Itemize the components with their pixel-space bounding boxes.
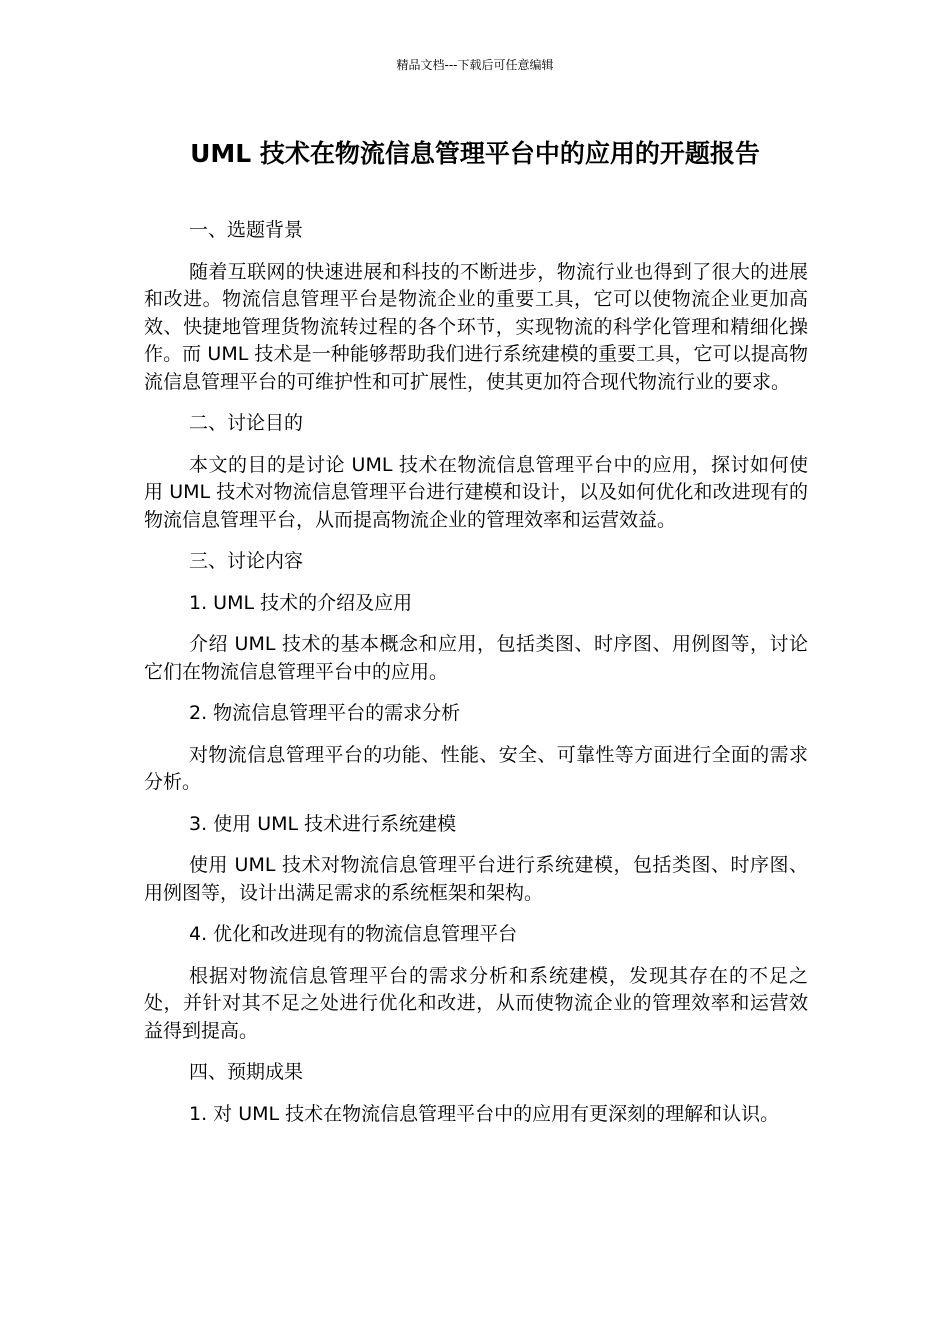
document-title: UML 技术在物流信息管理平台中的应用的开题报告 [190, 139, 760, 168]
document-body [144, 217, 808, 1142]
header-note: 精品文档---下载后可任意编辑 [396, 58, 554, 72]
subheading-uml-intro: 1. UML 技术的介绍及应用 [189, 591, 413, 614]
section-heading-purpose: 二、讨论目的 [189, 412, 304, 434]
paragraph-modeling: 使用 UML 技术对物流信息管理平台进行系统建模，包括类图、时序图、用例图等，设计出满足需求的系统框架和架构。 [144, 854, 808, 904]
paragraph-uml-intro: 介绍 UML 技术的基本概念和应用，包括类图、时序图、用例图等，讨论它们在物流信息管理平台中的应用。 [144, 633, 808, 683]
section-heading-outcomes: 四、预期成果 [189, 1061, 304, 1083]
paragraph-requirements: 对物流信息管理平台的功能、性能、安全、可靠性等方面进行全面的需求分析。 [144, 743, 808, 793]
paragraph-outcome-1: 1. 对 UML 技术在物流信息管理平台中的应用有更深刻的理解和认识。 [189, 1102, 780, 1125]
paragraph-purpose: 本文的目的是讨论 UML 技术在物流信息管理平台中的应用，探讨如何使用 UML 技术对物流信息管理平台进行建模和设计，以及如何优化和改进现有的物流信息管理平台，从而提高物流企业的管理效率和运营效益。 [144, 453, 808, 531]
subheading-modeling: 3. 使用 UML 技术进行系统建模 [189, 812, 457, 835]
subheading-requirements: 2. 物流信息管理平台的需求分析 [189, 702, 461, 724]
paragraph-optimization: 根据对物流信息管理平台的需求分析和系统建模，发现其存在的不足之处，并针对其不足之处进行优化和改进，从而使物流企业的管理效率和运营效益得到提高。 [144, 964, 808, 1042]
paragraph-background: 随着互联网的快速进展和科技的不断进步，物流行业也得到了很大的进展和改进。物流信息管理平台是物流企业的重要工具，它可以使物流企业更加高效、快捷地管理货物流转过程的各个环节，实现物流的科学化管理和精细化操作。而 UML 技术是一种能够帮助我们进行系统建模的重要工具，它可以提高物流信息管理平台的可维护性和可扩展性，使其更加符合现代物流行业的要求。 [144, 260, 808, 393]
section-heading-content: 三、讨论内容 [189, 550, 304, 572]
subheading-optimization: 4. 优化和改进现有的物流信息管理平台 [189, 923, 518, 945]
section-heading-background: 一、选题背景 [189, 219, 304, 241]
